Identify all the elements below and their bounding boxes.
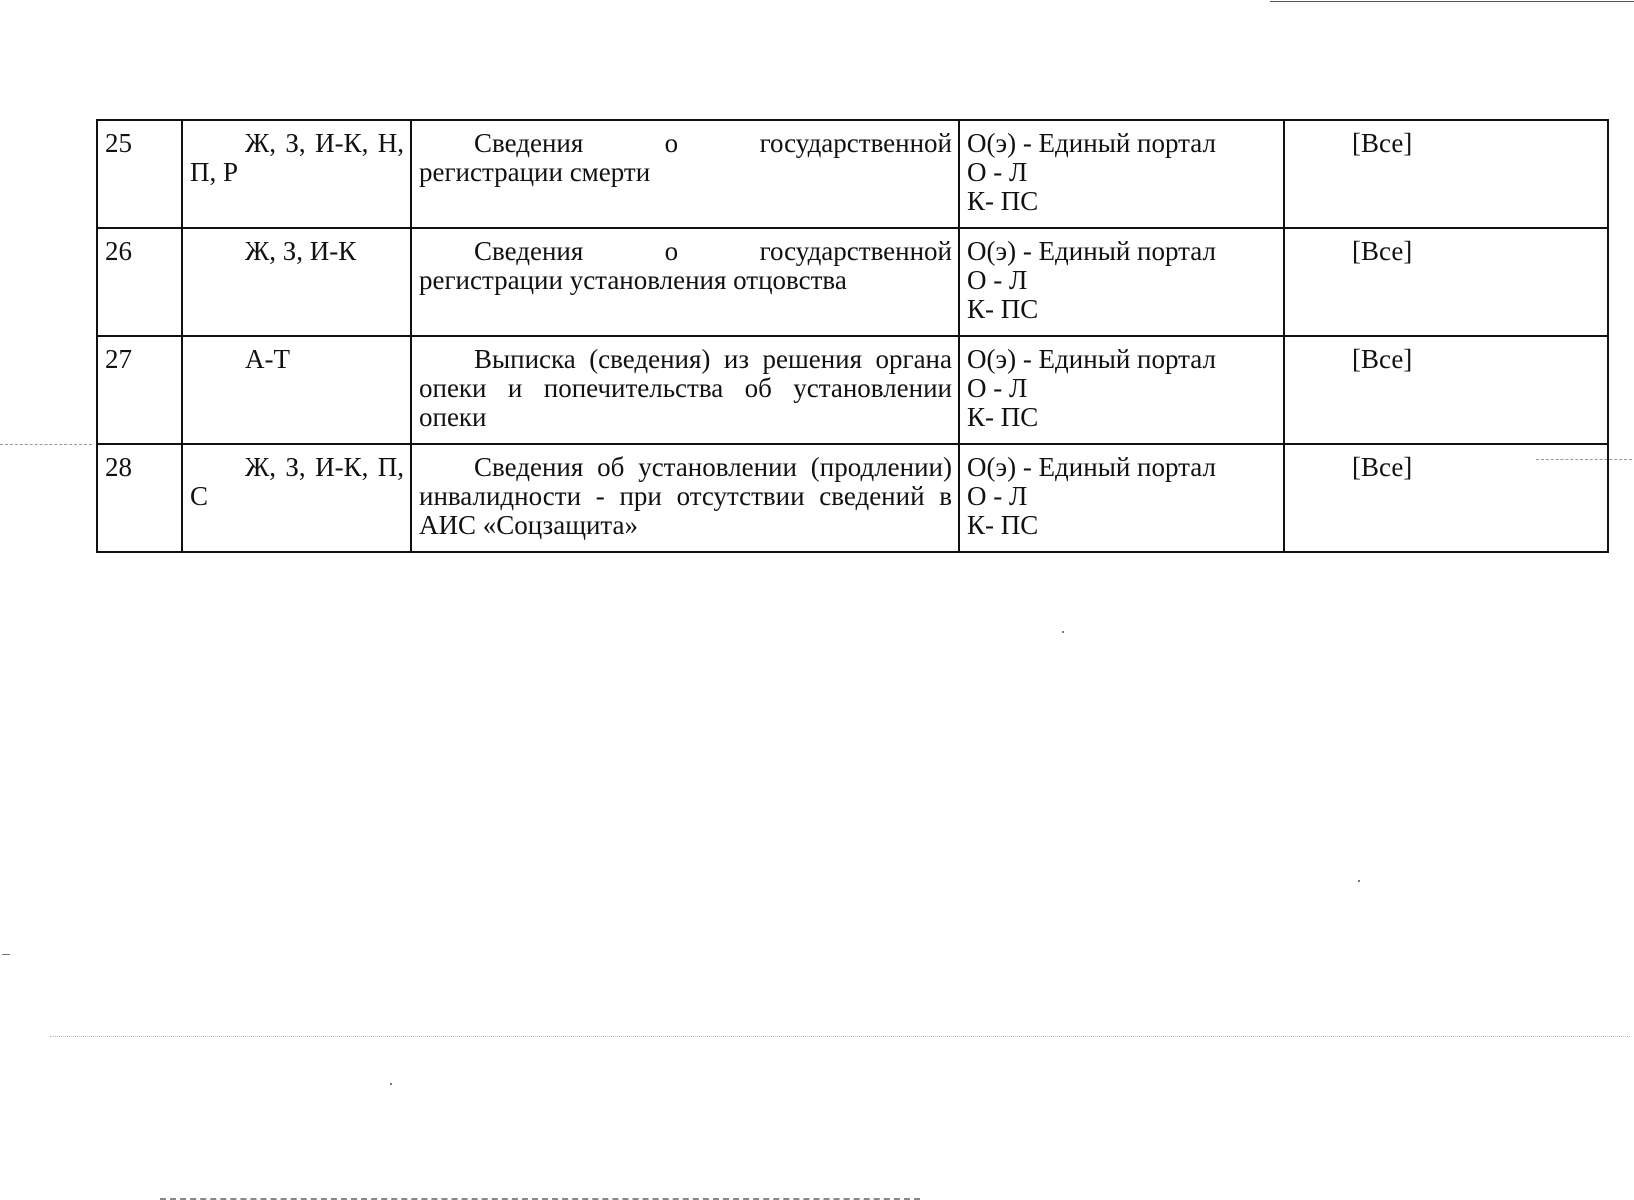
scan-artifact-dot: [1062, 631, 1064, 633]
scope-value: [Все]: [1352, 128, 1413, 158]
row-codes: А-Т: [182, 336, 411, 444]
source-line: К- ПС: [967, 294, 1039, 324]
row-description: Сведения о государственной регистрации смерти: [411, 120, 959, 228]
table-row: [97, 444, 1608, 552]
row-scope: [1284, 120, 1608, 228]
row-codes: Ж, З, И-К, Н, П, Р: [182, 120, 411, 228]
source-line: О(э) - Единый портал: [967, 344, 1216, 374]
source-line: О - Л: [967, 481, 1028, 511]
source-line: О - Л: [967, 265, 1028, 295]
row-sources: [959, 336, 1284, 444]
row-number: 26: [97, 228, 182, 336]
scan-artifact-dot: [1358, 880, 1360, 882]
row-codes: Ж, З, И-К, П, С: [182, 444, 411, 552]
row-number: 27: [97, 336, 182, 444]
table-row: [97, 228, 1608, 336]
scope-value: [Все]: [1352, 236, 1413, 266]
scope-value: [Все]: [1352, 344, 1413, 374]
row-scope: [1284, 228, 1608, 336]
row-description: Сведения о государственной регистрации установления отцовства: [411, 228, 959, 336]
row-codes: Ж, З, И-К: [182, 228, 411, 336]
source-line: К- ПС: [967, 186, 1039, 216]
source-line: К- ПС: [967, 510, 1039, 540]
row-description: Сведения об установлении (продлении) инвалидности - при отсутствии сведений в АИС «Соцзащита»: [411, 444, 959, 552]
source-line: О(э) - Единый портал: [967, 128, 1216, 158]
source-line: О - Л: [967, 373, 1028, 403]
row-number: 28: [97, 444, 182, 552]
scan-artifact-line: [50, 1036, 1630, 1037]
row-scope: [1284, 336, 1608, 444]
row-sources: [959, 120, 1284, 228]
source-line: О(э) - Единый портал: [967, 236, 1216, 266]
table-row: [97, 120, 1608, 228]
scan-artifact-dot: [2, 954, 10, 955]
document-table: [96, 119, 1609, 553]
scan-artifact-line: [0, 444, 92, 445]
source-line: О(э) - Единый портал: [967, 452, 1216, 482]
row-description: Выписка (сведения) из решения органа опеки и попечительства об установлении опеки: [411, 336, 959, 444]
scan-artifact-line: [1270, 1, 1634, 2]
table-row: [97, 336, 1608, 444]
scan-artifact-dot: [390, 1083, 392, 1085]
scope-value: [Все]: [1352, 452, 1413, 482]
row-number: 25: [97, 120, 182, 228]
source-line: О - Л: [967, 157, 1028, 187]
row-sources: [959, 228, 1284, 336]
source-line: К- ПС: [967, 402, 1039, 432]
row-scope: [1284, 444, 1608, 552]
row-sources: [959, 444, 1284, 552]
